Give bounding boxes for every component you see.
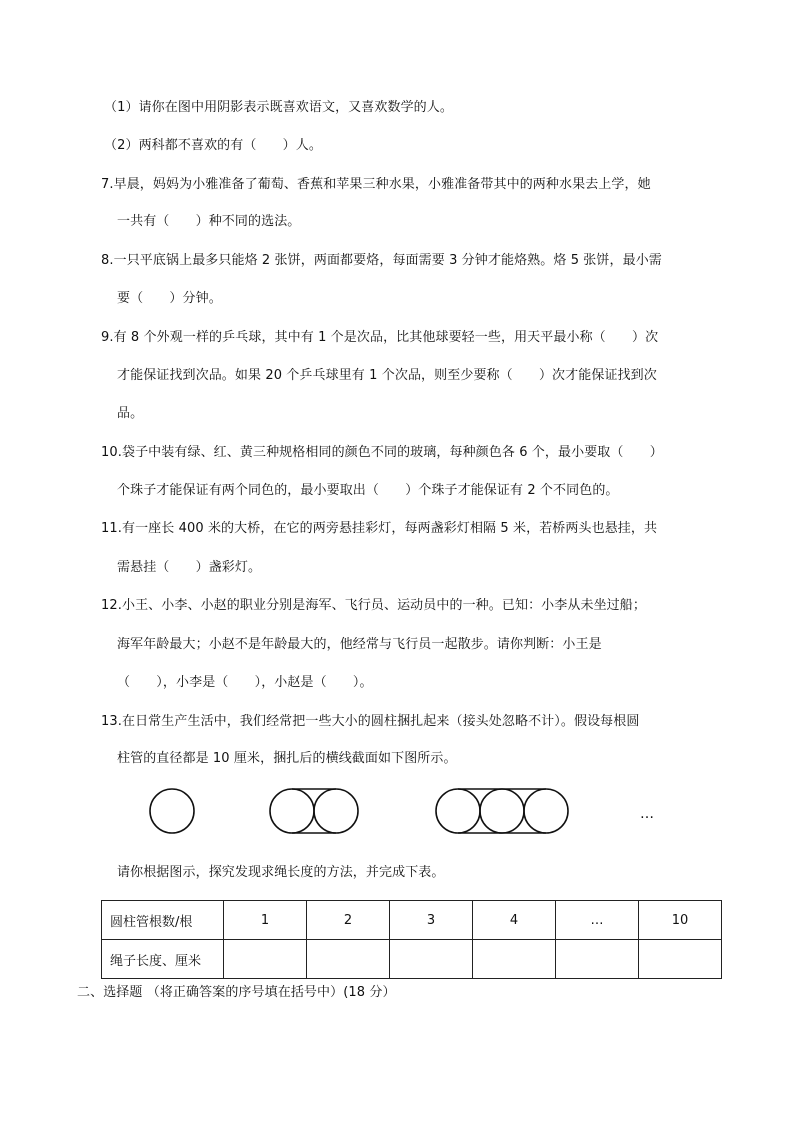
pipe-circle: [314, 789, 358, 833]
question-12-line-3: （ ），小李是（ ），小赵是（ ）。: [117, 675, 373, 690]
pipe-circle: [150, 789, 194, 833]
question-9-line-3: 品。: [117, 406, 144, 421]
question-13-line-1: 13.在日常生产生活中，我们经常把一些大小的圆柱捆扎起来（接头处忽略不计）。假设每根圆: [101, 714, 640, 729]
question-8-line-1: 8.一只平底锅上最多只能烙 2 张饼，两面都要烙，每面需要 3 分钟才能烙熟。烙 5 张饼，最小需: [101, 253, 662, 268]
question-9-line-1: 9.有 8 个外观一样的乒乓球，其中有 1 个是次品，比其他球要轻一些，用天平最小称（ ）次: [101, 330, 659, 345]
pipe-circle: [436, 789, 480, 833]
row-header-pipe-count: 圆柱管根数/根: [102, 901, 224, 940]
table-cell: 4: [473, 901, 556, 940]
table-row: [102, 940, 722, 979]
question-13-instruction: 请你根据图示，探究发现求绳长度的方法，并完成下表。: [117, 865, 445, 880]
pipe-circle: [524, 789, 568, 833]
answer-cell[interactable]: [307, 940, 390, 979]
section-2-heading: 二、选择题 （将正确答案的序号填在括号中）(18 分）: [77, 985, 396, 1000]
rope-length-table: [101, 900, 722, 979]
question-7-line-1: 7.早晨，妈妈为小雅准备了葡萄、香蕉和苹果三种水果，小雅准备带其中的两种水果去上学，她: [101, 177, 651, 192]
table-cell: 1: [224, 901, 307, 940]
answer-cell[interactable]: [473, 940, 556, 979]
question-13-line-2: 柱管的直径都是 10 厘米，捆扎后的横线截面如下图所示。: [117, 751, 457, 766]
figure-ellipsis: …: [640, 806, 654, 822]
question-12-line-1: 12.小王、小李、小赵的职业分别是海军、飞行员、运动员中的一种。已知：小李从未坐过船；: [101, 598, 646, 613]
question-8-line-2: 要（ ）分钟。: [117, 291, 222, 306]
question-6-part-2: （2）两科都不喜欢的有（ ）人。: [104, 138, 322, 153]
question-11-line-2: 需悬挂（ ）盏彩灯。: [117, 560, 262, 575]
pipe-circle: [270, 789, 314, 833]
answer-cell[interactable]: [556, 940, 639, 979]
table-cell: …: [556, 901, 639, 940]
question-7-line-2: 一共有（ ）种不同的选法。: [117, 214, 301, 229]
question-12-line-2: 海军年龄最大；小赵不是年龄最大的，他经常与飞行员一起散步。请你判断：小王是: [117, 637, 602, 652]
cylinder-bundle-figure: [140, 786, 680, 838]
table-row: [102, 901, 722, 940]
answer-cell[interactable]: [390, 940, 473, 979]
bundle-3-pipes: [436, 789, 568, 833]
table-cell: 10: [639, 901, 722, 940]
question-11-line-1: 11.有一座长 400 米的大桥，在它的两旁悬挂彩灯，每两盏彩灯相隔 5 米，若桥两头也悬挂，共: [101, 521, 658, 536]
question-6-part-1: （1）请你在图中用阴影表示既喜欢语文，又喜欢数学的人。: [104, 100, 453, 115]
answer-cell[interactable]: [639, 940, 722, 979]
table-cell: 2: [307, 901, 390, 940]
bundle-2-pipes: [270, 789, 358, 833]
bundle-1-pipe: [150, 789, 194, 833]
row-header-rope-length: 绳子长度、厘米: [102, 940, 224, 979]
question-10-line-2: 个珠子才能保证有两个同色的，最小要取出（ ）个珠子才能保证有 2 个不同色的。: [117, 483, 619, 498]
question-9-line-2: 才能保证找到次品。如果 20 个乒乓球里有 1 个次品，则至少要称（ ）次才能保证找到次: [117, 368, 657, 383]
answer-cell[interactable]: [224, 940, 307, 979]
pipe-circle: [480, 789, 524, 833]
question-10-line-1: 10.袋子中装有绿、红、黄三种规格相同的颜色不同的玻璃，每种颜色各 6 个，最小要取（ ）: [101, 445, 663, 460]
table-cell: 3: [390, 901, 473, 940]
